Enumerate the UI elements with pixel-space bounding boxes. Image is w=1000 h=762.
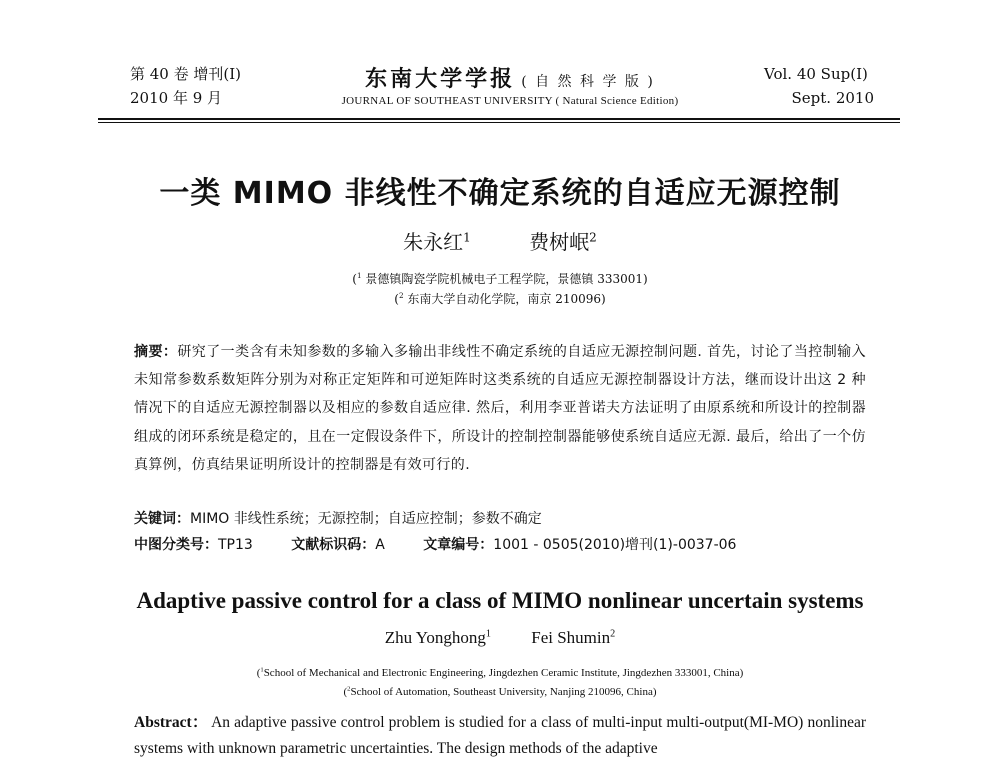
abstract-label-cn: 摘要： (134, 344, 178, 360)
affiliation-cn-1: ($^1$ 景德镇陶瓷学院机械电子工程学院，景德镇 333001) (352, 271, 648, 286)
journal-name-en: JOURNAL OF SOUTHEAST UNIVERSITY ( Natural Science Edition) (341, 95, 679, 107)
journal-name-cn: 东南大学学报 (365, 66, 516, 92)
keywords-text-cn: MIMO 非线性系统；无源控制；自适应控制；参数不确定 (190, 511, 542, 527)
header-rule-thin (98, 122, 900, 123)
page-title-cn: 一类 MIMO 非线性不确定系统的自适应无源控制 (159, 176, 841, 211)
volume-en: Vol. 40 Sup(I) (764, 65, 868, 83)
authors-cn (0, 226, 1000, 255)
classification-line: 中图分类号：TP13 文献标识码：A 文章编号：1001 - 0505(2010)增刊(1)-0037-06 (134, 537, 737, 553)
header-rule-thick (98, 118, 900, 120)
header-volume-issue (130, 62, 241, 110)
article-number: 1001 - 0505(2010)增刊(1)-0037-06 (493, 537, 737, 553)
document-code: A (375, 537, 385, 553)
authors-en (0, 628, 1000, 648)
author-cn: 费树岷$^2$ (529, 230, 597, 254)
abstract-en (134, 710, 866, 762)
date-en: Sept. 2010 (791, 89, 874, 107)
author-cn: 朱永红$^1$ (403, 230, 471, 254)
date-cn: 2010 年 9 月 (130, 89, 223, 107)
journal-edition-cn: ( 自 然 科 学 版 ) (521, 74, 655, 90)
clc-number: TP13 (218, 537, 253, 553)
abstract-text-en: An adaptive passive control problem is studied for a class of multi-input multi-output(MI-MO) nonlinear systems with unknown parametric uncertainties. The design methods of the adaptive (134, 714, 866, 757)
affiliation-en-1: ($^1$School of Mechanical and Electronic Engineering, Jingdezhen Ceramic Institute, Jingdezhen 333001, China) (256, 666, 744, 679)
author-en: Fei Shumin$^2$ (531, 628, 616, 647)
abstract-label-en: Abstract： (134, 714, 208, 731)
header-volume-en (764, 62, 874, 110)
affiliation-en-2: ($^2$School of Automation, Southeast University, Nanjing 210096, China) (343, 685, 657, 698)
keywords-cn: 关键词：MIMO 非线性系统；无源控制；自适应控制；参数不确定 (134, 511, 542, 527)
journal-name (300, 62, 720, 107)
page-title-en: Adaptive passive control for a class of MIMO nonlinear uncertain systems (136, 588, 864, 613)
affiliation-cn-2: ($^2$ 东南大学自动化学院，南京 210096) (394, 291, 606, 306)
abstract-text-cn: 研究了一类含有未知参数的多输入多输出非线性不确定系统的自适应无源控制问题. 首先，讨论了当控制输入未知常参数系数矩阵分别为对称正定矩阵和可逆矩阵时这类系统的自适应无源控制器设计方法，继而设计出这 2 种情况下的自适应无源控制器以及相应的参数自适应律. 然后，利用李亚普诺夫方法证明了由原系统和所设计的控制器组成的闭环系统是稳定的，且在一定假设条件下，所设计的控制控制器能够使系统自适应无源. 最后，给出了一个仿真算例，仿真结果证明所设计的控制器是有效可行的. (134, 344, 867, 473)
volume-cn: 第 40 卷 增刊(I) (130, 65, 242, 83)
author-en: Zhu Yonghong$^1$ (384, 628, 491, 647)
abstract-cn (134, 338, 866, 479)
